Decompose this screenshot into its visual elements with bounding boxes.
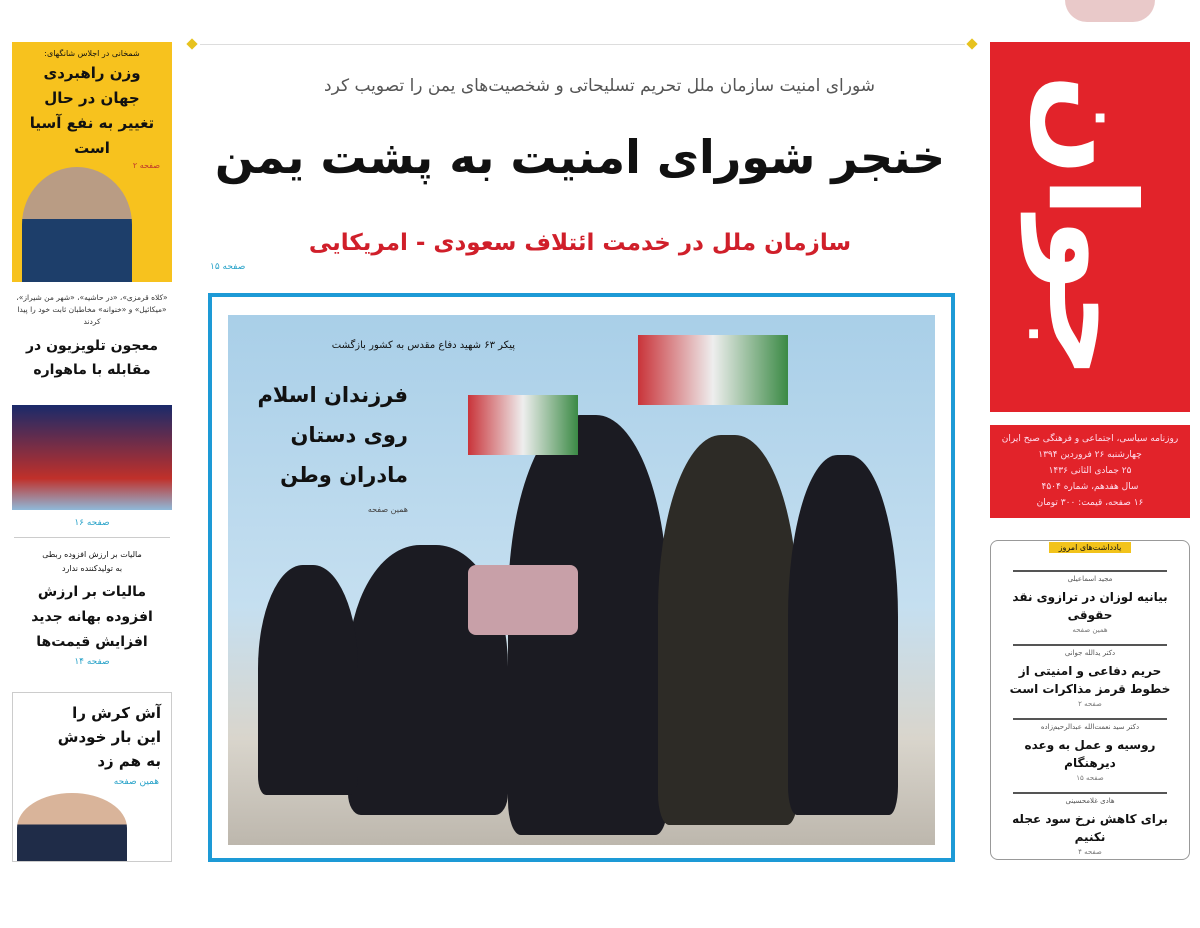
title: برای کاهش نرخ سود عجله نکنیم: [1012, 812, 1168, 844]
title: حریم دفاعی و امنیتی از خطوط قرمز مذاکرات است: [1009, 664, 1171, 696]
main-photo[interactable]: [228, 315, 935, 845]
page-ref: صفحه ۱۵: [1076, 774, 1104, 782]
handbag: [468, 565, 578, 635]
page-ref: صفحه ۲: [132, 161, 160, 170]
opinion-item[interactable]: [991, 644, 1189, 708]
main-headline: خنجر شورای امنیت به پشت یمن: [214, 130, 946, 184]
info-line: چهارشنبه ۲۶ فروردین ۱۳۹۴: [1038, 450, 1142, 460]
figure: [658, 435, 798, 825]
opinions-box: [990, 540, 1190, 860]
author: دکتر یدالله جوانی: [1064, 649, 1116, 657]
story-queiroz[interactable]: [12, 692, 172, 862]
page-ref: صفحه ۱۶: [74, 518, 110, 528]
photo-headline-line: فرزندان اسلام: [257, 383, 408, 407]
title: روسیه و عمل به وعده دیرهنگام: [1024, 738, 1156, 770]
opinion-item[interactable]: [991, 718, 1189, 782]
kicker: شمخانی در اجلاس شانگهای:: [44, 49, 140, 58]
opinion-item[interactable]: [991, 570, 1189, 634]
opinion-item[interactable]: [991, 792, 1189, 856]
figure: [788, 455, 898, 815]
headline: آش کرش را این بار خودش به هم زد: [57, 704, 161, 770]
photo-headline-line: مادران وطن: [280, 463, 408, 487]
divider: [14, 537, 170, 538]
info-line: ۱۶ صفحه، قیمت: ۳۰۰ تومان: [1036, 498, 1144, 508]
subtitle: شورای امنیت سازمان ملل تحریم تسلیحاتی و شخصیت‌های یمن را تصویب کرد: [324, 76, 875, 96]
coffin: [638, 335, 788, 405]
kicker: «کلاه قرمزی»، «در حاشیه»، «شهر من شیراز»، «میکائیل» و «خنوانه» مخاطبان ثابت خود را پیدا کردند: [16, 293, 168, 326]
opinions-title: یادداشت‌های امروز: [1049, 542, 1132, 553]
page-ref: همین صفحه: [367, 505, 408, 514]
story-card-shamkhani[interactable]: [12, 42, 172, 282]
figure: [258, 565, 358, 795]
portrait-photo: [17, 793, 127, 862]
page-ref: صفحه ۱۴: [74, 657, 110, 667]
corner-ornament: [966, 38, 977, 49]
masthead-logo: [990, 42, 1190, 412]
issue-info: [990, 425, 1190, 518]
page-ref: همین صفحه: [113, 777, 159, 787]
page-ref: همین صفحه: [1072, 626, 1108, 634]
photo-kicker: پیکر ۶۳ شهید دفاع مقدس به کشور بازگشت: [331, 340, 515, 351]
kicker: مالیات بر ارزش افزوده ربطی به تولیدکننده ندارد: [42, 550, 142, 573]
photo-headline-line: روی دستان: [290, 423, 408, 447]
headline: وزن راهبردی جهان در حال تغییر به نفع آسیا است: [29, 64, 155, 157]
author: دکتر سید نعمت‌الله عبدالرحیم‌زاده: [1040, 723, 1140, 731]
info-line: روزنامه سیاسی، اجتماعی و فرهنگی صبح ایران: [1001, 434, 1179, 444]
title: بیانیه لوزان در ترازوی نقد حقوقی: [1012, 590, 1168, 622]
tv-photo: [12, 405, 172, 510]
page-ref: صفحه ۱۵: [210, 262, 246, 272]
headline: معجون تلویزیون در مقابله با ماهواره: [25, 338, 159, 378]
top-rule: [200, 44, 965, 45]
info-line: ۲۵ جمادی الثانی ۱۴۳۶: [1048, 466, 1132, 476]
story-tv[interactable]: [12, 292, 172, 382]
info-line: سال هفدهم، شماره ۴۵۰۴: [1041, 482, 1139, 492]
subhead: سازمان ملل در خدمت ائتلاف سعودی - امریکایی: [308, 230, 852, 256]
author: هادی غلامحسینی: [1065, 797, 1115, 805]
corner-ornament: [186, 38, 197, 49]
story-vat[interactable]: [12, 548, 172, 667]
portrait-photo: [22, 167, 132, 282]
page-ref: صفحه ۴: [1078, 848, 1102, 856]
logo-text: جوان: [1021, 74, 1160, 380]
author: مجید اسماعیلی: [1067, 575, 1113, 583]
photo-headline: [248, 375, 408, 495]
headline: مالیات بر ارزش افزوده بهانه جدید افزایش قیمت‌ها: [31, 584, 153, 650]
page-ref: صفحه ۲: [1078, 700, 1102, 708]
corner-logo: [1065, 0, 1155, 22]
coffin: [468, 395, 578, 455]
